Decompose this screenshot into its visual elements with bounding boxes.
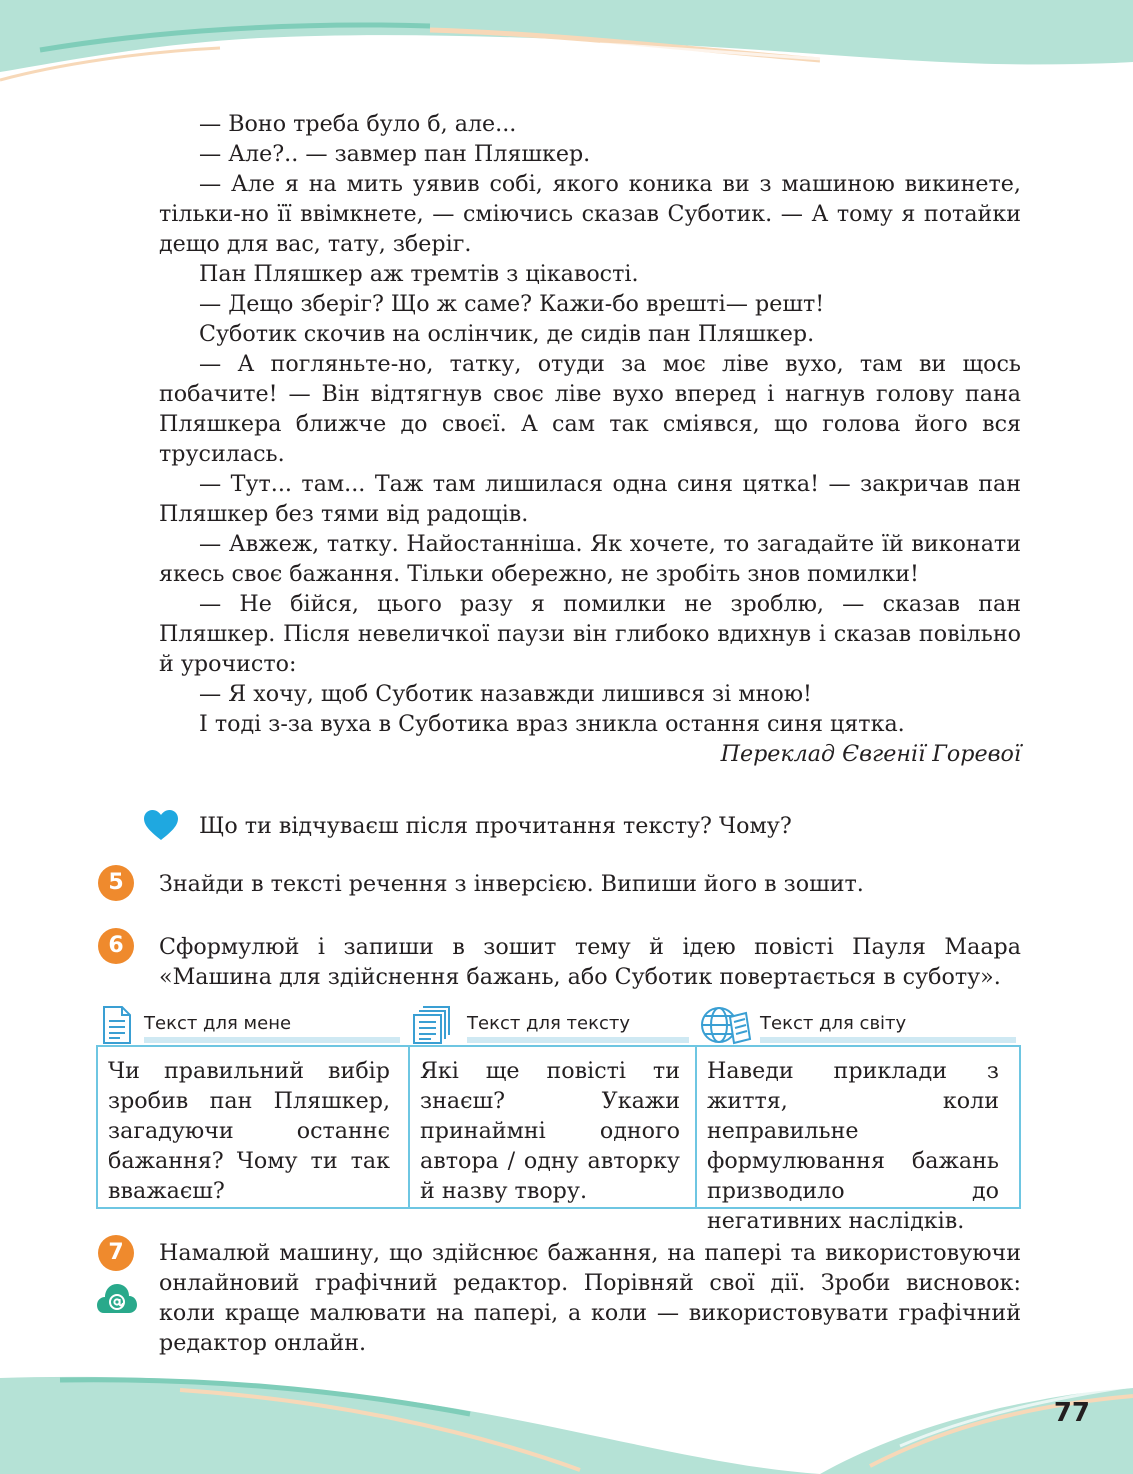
- task-6-text: Сформулюй і запиши в зошит тему й ідею повісті Пауля Маара «Машина для здійснення бажань, або Суботик повертається в суботу».: [159, 934, 1021, 990]
- task-number-badge: 5: [98, 865, 134, 901]
- column-header-text: [411, 1005, 689, 1045]
- story-paragraph: — Я хочу, щоб Суботик назавжди лишився зі мною!: [199, 681, 812, 707]
- column-label: Текст для мене: [144, 1013, 292, 1034]
- translator-credit: Переклад Євгенії Горевої: [720, 741, 1021, 767]
- story-paragraph: — Але?.. — завмер пан Пляшкер.: [199, 141, 591, 167]
- story-paragraph: — Тут... там... Таж там лишилася одна синя цятка! — закричав пан Пляшкер без тями від радощів.: [159, 471, 1021, 527]
- story-paragraph: — Воно треба було б, але...: [199, 111, 517, 137]
- story-paragraph: Суботик скочив на ослінчик, де сидів пан Пляшкер.: [199, 321, 815, 347]
- story-text: [159, 109, 1021, 769]
- task-number-badge: 7: [98, 1235, 134, 1271]
- online-cloud-icon: [96, 1279, 138, 1317]
- story-paragraph: — Дещо зберіг? Що ж саме? Кажи-бо врешті— решт!: [199, 291, 825, 317]
- story-paragraph: — А погляньте-но, татку, отуди за моє ліве вухо, там ви щось побачите! — Він відтягнув своє ліве вухо вперед і нагнув голову пана Пляшкера ближче до своєї. А сам так сміявся, що голова його вся трусилась.: [159, 351, 1021, 467]
- column-world-text: Наведи приклади з життя, коли неправильне формулювання бажань призводило до негативних наслідків.: [707, 1058, 999, 1234]
- stacked-documents-icon: [411, 1005, 453, 1045]
- task-number-badge: 6: [98, 928, 134, 964]
- heart-icon: [143, 809, 179, 841]
- column-me-text: Чи правильний вибір зробив пан Пляшкер, загадуючи останнє бажання? Чому ти так вважаєш?: [108, 1058, 390, 1204]
- column-underline: [467, 1037, 689, 1043]
- column-text-text: Які ще повісті ти знаєш? Укажи принаймні одного автора / одну авторку й назву твору.: [420, 1058, 680, 1204]
- column-header-world: [700, 1005, 1016, 1045]
- globe-document-icon: [700, 1005, 752, 1047]
- story-paragraph: — Авжеж, татку. Найостанніша. Як хочете, то загадайте їй виконати якесь своє бажання. Тільки обережно, не зробіть знов помилки!: [159, 531, 1021, 587]
- story-paragraph: — Не бійся, цього разу я помилки не зроблю, — сказав пан Пляшкер. Після невеличкої паузи він глибоко вдихнув і сказав повільно й урочисто:: [159, 591, 1021, 677]
- column-underline: [144, 1037, 400, 1043]
- task-5-text: Знайди в тексті речення з інверсією. Випиши його в зошит.: [159, 871, 864, 897]
- story-paragraph: — Але я на мить уявив собі, якого коника ви з машиною викинете, тільки-но її ввімкнете, — сміючись сказав Суботик. — А тому я потайки дещо для вас, тату, зберіг.: [159, 171, 1021, 257]
- top-decorative-wave: [0, 0, 1133, 90]
- story-paragraph: Пан Пляшкер аж тремтів з цікавості.: [199, 261, 639, 287]
- column-header-me: [100, 1005, 400, 1045]
- column-label: Текст для світу: [760, 1013, 907, 1034]
- task-7-text: Намалюй машину, що здійснює бажання, на папері та використовуючи онлайновий графічний редактор. Порівняй свої дії. Зроби висновок: коли краще малювати на папері, а коли — використовувати графічний редактор онлайн.: [159, 1240, 1021, 1356]
- document-icon: [100, 1005, 134, 1045]
- column-label: Текст для тексту: [467, 1013, 631, 1034]
- story-paragraph: І тоді з-за вуха в Суботика враз зникла остання синя цятка.: [199, 711, 905, 737]
- bottom-decorative-wave: [0, 1370, 1133, 1474]
- column-underline: [760, 1037, 1016, 1043]
- feeling-question: Що ти відчуваєш після прочитання тексту? Чому?: [199, 813, 792, 839]
- page-number: 77: [1053, 1398, 1090, 1428]
